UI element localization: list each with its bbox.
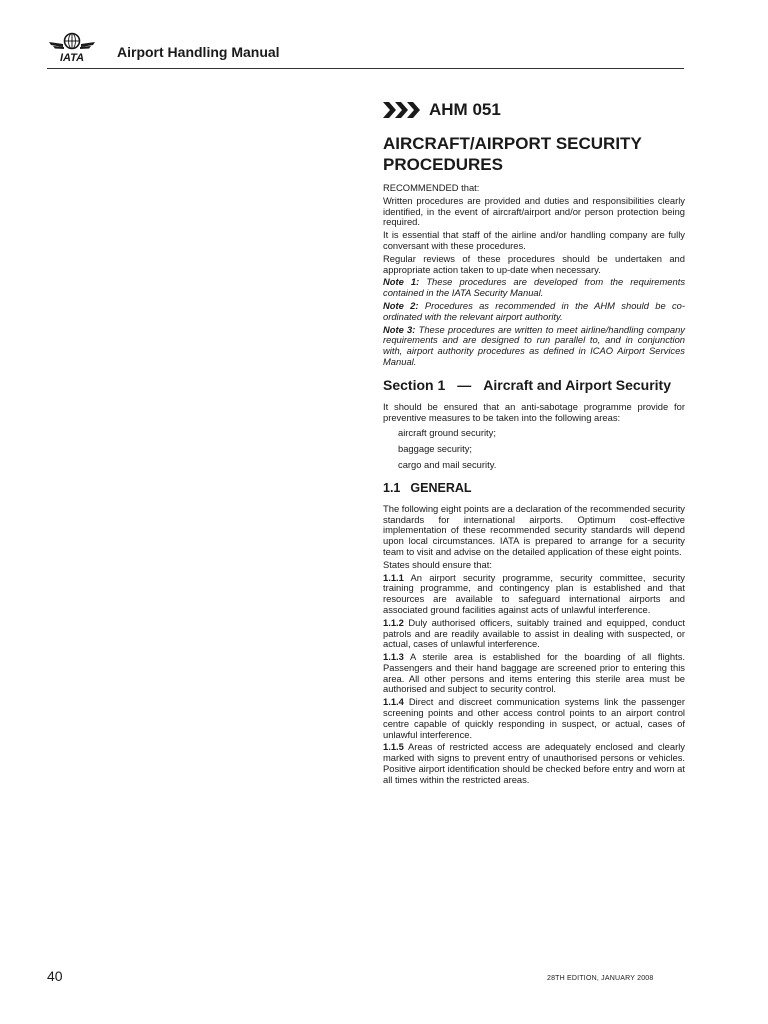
- section-intro: It should be ensured that an anti-sabotage programme provide for preventive measures to be taken into the following areas:: [383, 400, 685, 423]
- area-item: baggage security;: [398, 443, 473, 455]
- area-item: aircraft ground security;: [398, 427, 496, 439]
- clause-number: 1.1.2: [383, 616, 404, 628]
- iata-logo: [47, 30, 97, 64]
- clause-1-1-4: [383, 697, 685, 740]
- edition-label: 28TH EDITION, JANUARY 2008: [547, 975, 654, 982]
- paragraph: Written procedures are provided and duties and responsibilities clearly identified, in the event of aircraft/airport and/or person protection being required.: [383, 194, 685, 228]
- clause-text: Areas of restricted access are adequately enclosed and clearly marked with signs to prevent entry of unauthorised persons or vehicles. Positive airport identification should be checked before entry and worn at all times within the restricted areas.: [383, 741, 685, 785]
- header-title: Airport Handling Manual: [117, 44, 280, 60]
- section-title: Aircraft and Airport Security: [483, 376, 671, 393]
- subsection-heading: [383, 480, 685, 496]
- clause-1-1-5: [383, 742, 685, 785]
- iata-logo-text: IATA: [59, 52, 85, 64]
- paragraph: It is essential that staff of the airline and/or handling company are fully conversant with these procedures.: [383, 229, 685, 251]
- note-3: [383, 325, 685, 368]
- document-title: AIRCRAFT/AIRPORT SECURITY PROCEDURES: [383, 134, 642, 174]
- section-dash: —: [457, 376, 472, 393]
- clause-number: 1.1.3: [383, 651, 404, 663]
- chevron-arrows-icon: [383, 99, 423, 121]
- paragraph: Regular reviews of these procedures should be undertaken and appropriate action taken to up-date when necessary.: [383, 252, 685, 275]
- note-label: Note 1:: [383, 276, 420, 288]
- main-column: [383, 96, 685, 786]
- clause-1-1-3: [383, 652, 685, 695]
- clause-text: Direct and discreet communication systems link the passenger screening points and other access control points to an airport control centre capable of quickly responding in suspect, or actual, cases of unlawful interference.: [383, 696, 685, 740]
- subsection-title: GENERAL: [410, 480, 472, 495]
- clause-text: An airport security programme, security committee, security training programme, and contingency plan is established and that resources are available to safeguard international airports and associated ground facilities against acts of unlawful interference.: [383, 571, 685, 615]
- ahm-heading: [383, 96, 685, 124]
- note-text: Procedures as recommended in the AHM should be co-ordinated with the relevant airport authority.: [383, 299, 685, 322]
- clause-1-1-2: [383, 618, 685, 650]
- recommended-intro: RECOMMENDED that:: [383, 182, 480, 193]
- section-heading: [383, 377, 685, 394]
- clause-text: Duly authorised officers, suitably trained and equipped, conduct patrols and are readily available to assist in dealing with suspected, or actual, cases of unlawful interference.: [383, 616, 685, 650]
- note-1: [383, 277, 685, 299]
- subsection-number: 1.1: [383, 480, 401, 495]
- paragraph: The following eight points are a declaration of the recommended security standards for international airports. Optimum cost-effective implementation of these recommended security standards will depend upon local circumstances. IATA is prepared to arrange for a security team to visit and advise on the detailed application of these eight points.: [383, 502, 685, 557]
- note-text: These procedures are written to meet airline/handling company requirements and are designed to run parallel to, and in conjunction with, airport authority procedures as defined in ICAO Airport Services Manual.: [383, 323, 685, 367]
- clause-number: 1.1.1: [383, 571, 404, 583]
- clause-text: A sterile area is established for the boarding of all flights. Passengers and their hand baggage are screened prior to entering this area. All other persons and items entering this sterile area must be authorised and subject to security control.: [383, 651, 685, 695]
- paragraph: States should ensure that:: [383, 558, 492, 570]
- note-label: Note 3:: [383, 323, 416, 335]
- note-text: These procedures are developed from the requirements contained in the IATA Security Manual.: [383, 276, 686, 299]
- clause-number: 1.1.5: [383, 741, 404, 753]
- section-number: Section 1: [383, 376, 446, 393]
- area-item: cargo and mail security.: [398, 458, 497, 470]
- note-label: Note 2:: [383, 299, 419, 311]
- clause-number: 1.1.4: [383, 696, 404, 708]
- page-number: 40: [47, 968, 63, 984]
- page-header: [0, 0, 768, 70]
- note-2: [383, 301, 685, 323]
- ahm-number: AHM 051: [429, 100, 501, 119]
- header-divider: [47, 68, 684, 69]
- clause-1-1-1: [383, 573, 685, 616]
